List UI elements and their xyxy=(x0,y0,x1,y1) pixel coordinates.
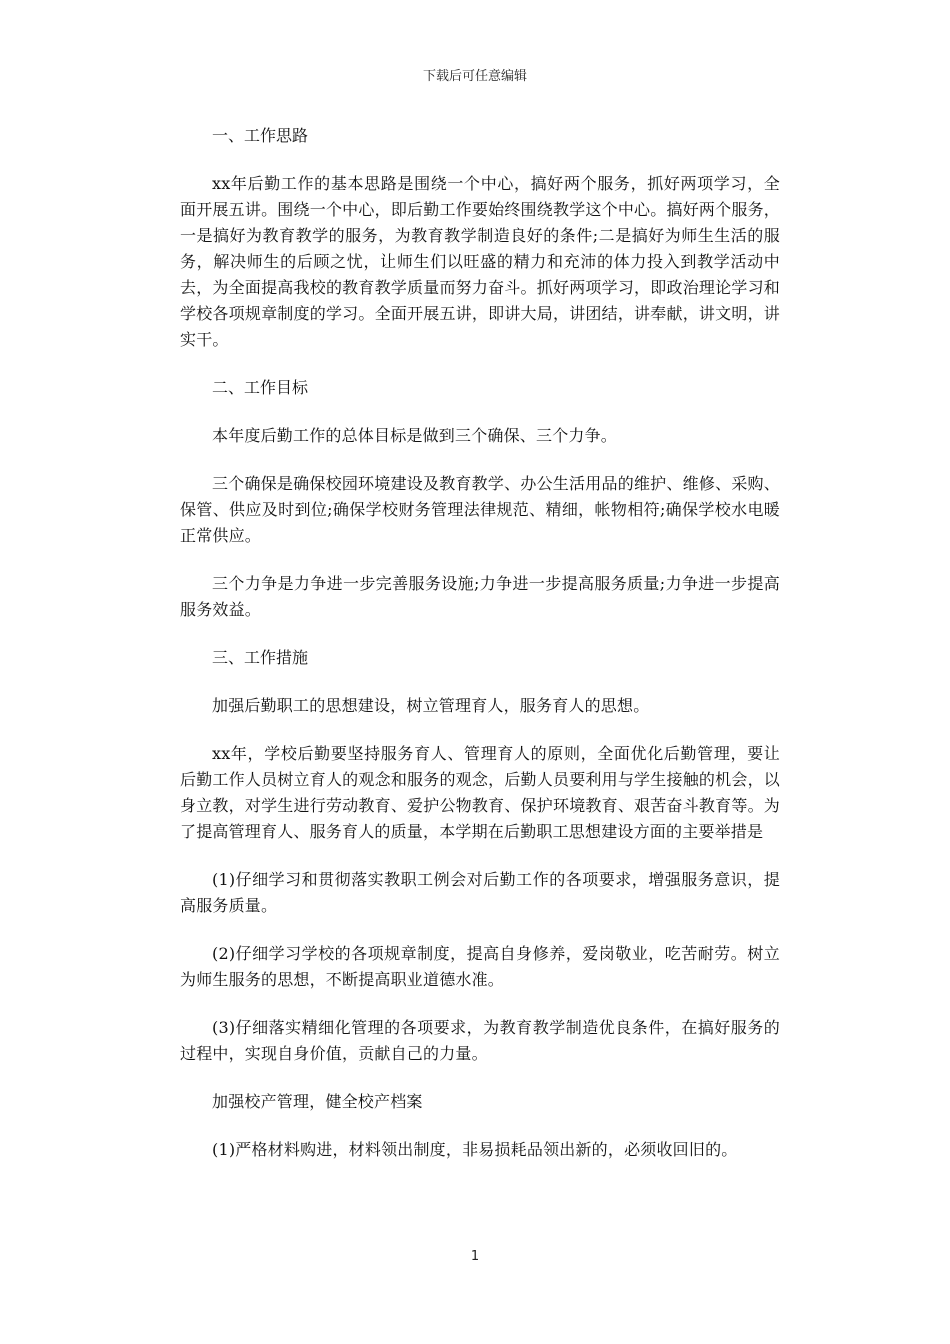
paragraph: 三个确保是确保校园环境建设及教育教学、办公生活用品的维护、维修、采购、保管、供应及时到位;确保学校财务管理法律规范、精细，帐物相符;确保学校水电暖正常供应。 xyxy=(180,474,780,545)
paragraph: 三个力争是力争进一步完善服务设施;力争进一步提高服务质量;力争进一步提高服务效益。 xyxy=(180,574,780,619)
section-heading: 二、工作目标 xyxy=(212,378,309,397)
paragraph: xx年，学校后勤要坚持服务育人、管理育人的原则，全面优化后勤管理，要让后勤工作人员树立育人的观念和服务的观念，后勤人员要利用与学生接触的机会，以身立教，对学生进行劳动教育、爱护公物教育、保护环境教育、艰苦奋斗教育等。为了提高管理育人、服务育人的质量，本学期在后勤职工思想建设方面的主要举措是 xyxy=(180,744,780,841)
paragraph: (1)仔细学习和贯彻落实教职工例会对后勤工作的各项要求，增强服务意识，提高服务质量。 xyxy=(180,870,780,915)
paragraph: (2)仔细学习学校的各项规章制度，提高自身修养，爱岗敬业，吃苦耐劳。树立为师生服务的思想，不断提高职业道德水准。 xyxy=(180,944,780,989)
paragraph: 加强校产管理，健全校产档案 xyxy=(212,1092,423,1111)
page-number: 1 xyxy=(470,1249,480,1264)
paragraph: (3)仔细落实精细化管理的各项要求，为教育教学制造优良条件，在搞好服务的过程中，实现自身价值，贡献自己的力量。 xyxy=(180,1018,780,1063)
paragraph: (1)严格材料购进，材料领出制度，非易损耗品领出新的，必须收回旧的。 xyxy=(212,1140,738,1159)
paragraph: 加强后勤职工的思想建设，树立管理育人，服务育人的思想。 xyxy=(212,696,650,715)
section-heading: 一、工作思路 xyxy=(212,126,309,145)
document-body xyxy=(180,123,780,1185)
page-header: 下载后可任意编辑 xyxy=(422,69,527,84)
section-heading: 三、工作措施 xyxy=(212,648,309,667)
paragraph: xx年后勤工作的基本思路是围绕一个中心，搞好两个服务，抓好两项学习，全面开展五讲。围绕一个中心，即后勤工作要始终围绕教学这个中心。搞好两个服务，一是搞好为教育教学的服务，为教育教学制造良好的条件;二是搞好为师生生活的服务，解决师生的后顾之忧，让师生们以旺盛的精力和充沛的体力投入到教学活动中去，为全面提高我校的教育教学质量而努力奋斗。抓好两项学习，即政治理论学习和学校各项规章制度的学习。全面开展五讲，即讲大局，讲团结，讲奉献，讲文明，讲实干。 xyxy=(180,174,780,349)
paragraph: 本年度后勤工作的总体目标是做到三个确保、三个力争。 xyxy=(212,426,618,445)
